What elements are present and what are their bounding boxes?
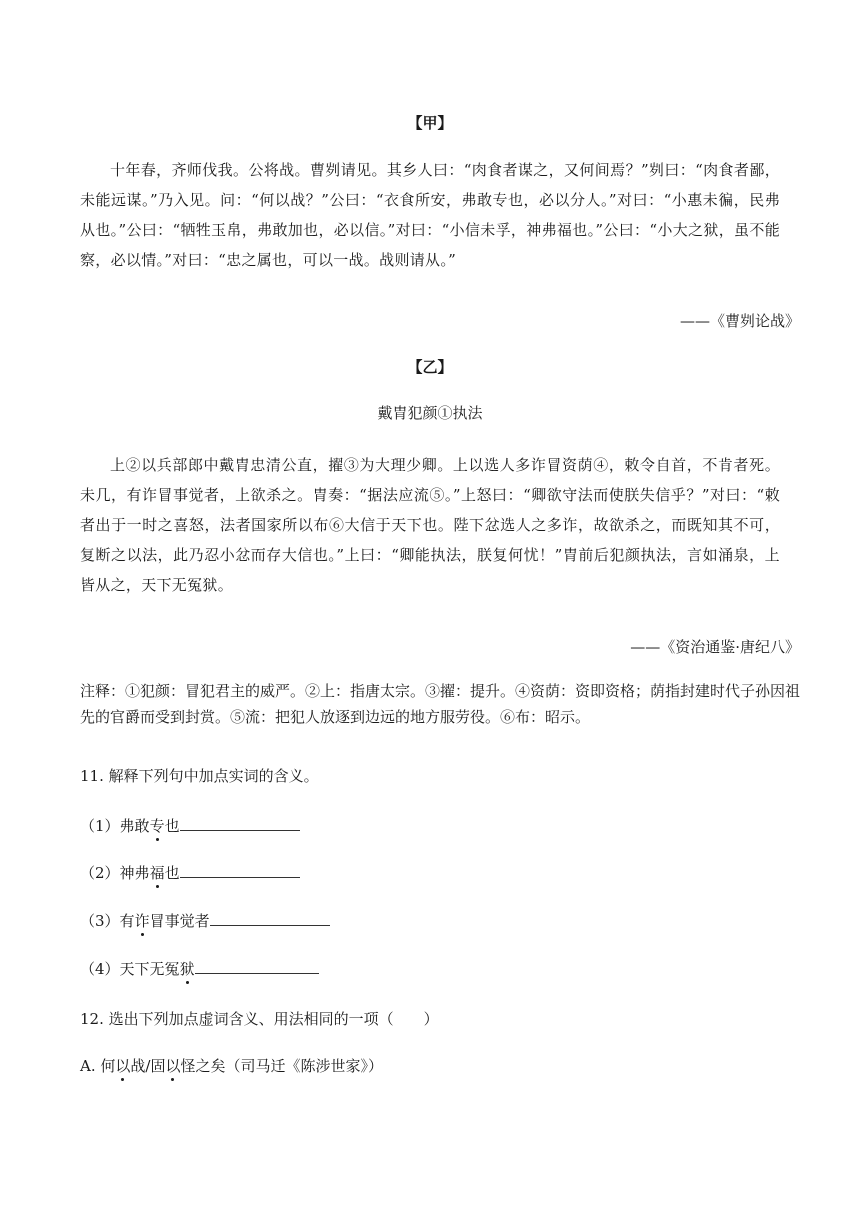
yi-source: ——《资治通鉴·唐纪八》 [630, 638, 800, 656]
section-jia-header: 【甲】 [407, 114, 453, 132]
item-number: （3） [80, 912, 120, 930]
dotted-char: 诈 [134, 912, 150, 930]
item-text: 天下无冤 [119, 960, 180, 978]
item-number: （1） [80, 817, 120, 835]
option-label: A. [80, 1057, 101, 1075]
annotations: 注释：①犯颜：冒犯君主的威严。②上：指唐太宗。③擢：提升。④资荫：资即资格；荫指封建时代子孙因祖先的官爵而受到封赏。⑤流：把犯人放逐到边远的地方服劳役。⑥布：昭示。 [80, 682, 801, 726]
section-yi-header: 【乙】 [407, 358, 453, 376]
item-text: 弗敢 [119, 817, 150, 835]
q12-option-a[interactable] [80, 1055, 383, 1077]
jia-paragraph: 十年春，齐师伐我。公将战。曹刿请见。其乡人曰：“肉食者谋之，又何间焉？”刿曰：“肉食者鄙，未能远谋。”乃入见。问：“何以战？”公曰：“衣食所安，弗敢专也，必以分人。”对曰：“小惠未徧，民弗从也。”公曰：“牺牲玉帛，弗敢加也，必以信。”对曰：“小信未孚，神弗福也。”公曰：“小大之狱，虽不能察，必以情。”对曰：“忠之属也，可以一战。战则请从。” [80, 161, 780, 269]
dotted-char: 以 [165, 1057, 181, 1075]
item-text: 冒事觉者 [149, 912, 210, 930]
yi-paragraph: 上②以兵部郎中戴胄忠清公直，擢③为大理少卿。上以选人多诈冒资荫④，敕令自首，不肯者死。未几，有诈冒事觉者，上欲杀之。胄奏：“据法应流⑤。”上怒曰：“卿欲守法而使朕失信乎？”对曰：“敕者出于一时之喜怒，法者国家所以布⑥大信于天下也。陛下忿选人之多诈，故欲杀之，而既知其不可，复断之以法，此乃忍小忿而存大信也。”上曰：“卿能执法，朕复何忧！”胄前后犯颜执法，言如涌泉，上皆从之，天下无冤狱。 [80, 456, 780, 594]
item-text: 有 [119, 912, 135, 930]
item-text: 神弗 [119, 864, 150, 882]
item-number: （2） [80, 864, 120, 882]
option-text: 怪之矣（司马迁《陈涉世家》） [180, 1057, 383, 1075]
q11-stem: 11. 解释下列句中加点实词的含义。 [80, 767, 319, 785]
answer-blank[interactable] [180, 863, 300, 878]
jia-source: ——《曹刿论战》 [679, 312, 800, 330]
dotted-char: 专 [149, 817, 165, 835]
dotted-char: 福 [149, 864, 165, 882]
answer-blank[interactable] [180, 816, 300, 831]
answer-blank[interactable] [195, 959, 319, 974]
q12-stem: 12. 选出下列加点虚词含义、用法相同的一项（ ） [80, 1010, 439, 1028]
item-text: 也 [164, 817, 180, 835]
q11-item-4 [80, 958, 319, 980]
dotted-char: 狱 [179, 960, 195, 978]
q11-item-3 [80, 910, 330, 932]
item-text: 也 [164, 864, 180, 882]
option-text: 何 [100, 1057, 116, 1075]
answer-blank[interactable] [210, 911, 330, 926]
item-number: （4） [80, 960, 120, 978]
q11-item-2 [80, 862, 300, 884]
yi-title: 戴胄犯颜①执法 [377, 404, 483, 422]
q11-item-1 [80, 815, 300, 837]
option-text: 战/固 [130, 1057, 166, 1075]
dotted-char: 以 [115, 1057, 131, 1075]
